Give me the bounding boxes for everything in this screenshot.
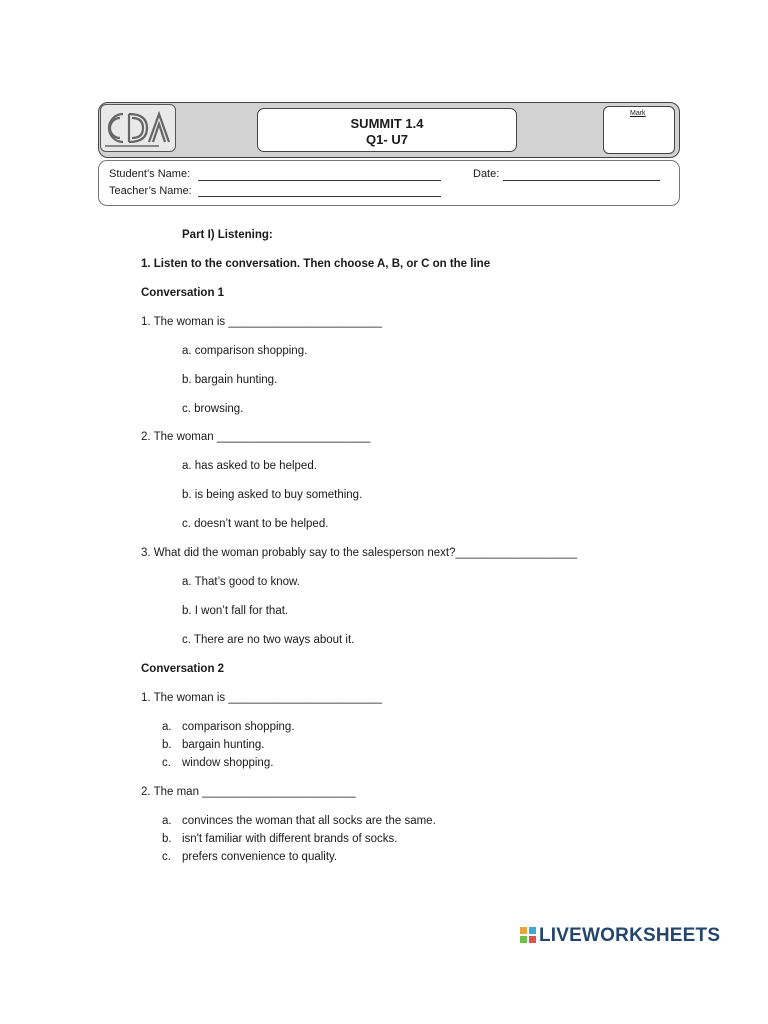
c2-q1-option-b-letter: b. <box>162 739 172 751</box>
c2-question-1: 1. The woman is ________________________ <box>141 692 382 704</box>
c1-question-2: 2. The woman ________________________ <box>141 431 371 443</box>
c1-q1-option-a: a. comparison shopping. <box>182 345 308 357</box>
part-title: Part I) Listening: <box>182 229 273 241</box>
student-info-box <box>98 160 680 206</box>
conversation-2-heading: Conversation 2 <box>141 663 225 675</box>
c1-question-1: 1. The woman is ________________________ <box>141 316 382 328</box>
instruction: 1. Listen to the conversation. Then choose A, B, or C on the line <box>141 258 491 270</box>
c2-q1-option-c: window shopping. <box>182 757 274 769</box>
worksheet-subtitle: Q1- U7 <box>366 132 408 147</box>
c2-q2-option-a: convinces the woman that all socks are the same. <box>182 815 436 827</box>
c2-q2-option-c-letter: c. <box>162 851 171 863</box>
c1-q1-option-b: b. bargain hunting. <box>182 374 278 386</box>
conversation-1-heading: Conversation 1 <box>141 287 225 299</box>
c2-q1-option-a: comparison shopping. <box>182 721 295 733</box>
c1-q2-option-a: a. has asked to be helped. <box>182 460 317 472</box>
c1-q3-option-c: c. There are no two ways about it. <box>182 634 355 646</box>
c1-q3-option-a: a. That’s good to know. <box>182 576 300 588</box>
student-name-label: Student’s Name: <box>109 168 191 180</box>
c2-q2-option-c: prefers convenience to quality. <box>182 851 338 863</box>
school-logo <box>100 104 176 152</box>
student-name-field[interactable] <box>198 180 441 181</box>
c1-q2-option-b: b. is being asked to buy something. <box>182 489 363 501</box>
c2-q2-option-a-letter: a. <box>162 815 172 827</box>
c1-question-3: 3. What did the woman probably say to the salesperson next?___________________ <box>141 547 578 559</box>
c1-q1-option-c: c. browsing. <box>182 403 244 415</box>
c1-q2-option-c: c. doesn’t want to be helped. <box>182 518 329 530</box>
c1-q3-option-b: b. I won’t fall for that. <box>182 605 289 617</box>
date-field[interactable] <box>503 180 660 181</box>
mark-label: Mark <box>630 110 646 117</box>
c2-q1-option-c-letter: c. <box>162 757 171 769</box>
date-label: Date: <box>473 168 500 180</box>
c2-q1-option-b: bargain hunting. <box>182 739 265 751</box>
teacher-name-label: Teacher’s Name: <box>109 185 192 197</box>
liveworksheets-logo-icon <box>520 927 536 943</box>
liveworksheets-brand[interactable]: LIVEWORKSHEETS <box>539 925 721 946</box>
c2-q2-option-b-letter: b. <box>162 833 172 845</box>
c2-question-2: 2. The man ________________________ <box>141 786 356 798</box>
c2-q1-option-a-letter: a. <box>162 721 172 733</box>
c2-q2-option-b: isn't familiar with different brands of socks. <box>182 833 398 845</box>
worksheet-title: SUMMIT 1.4 <box>350 116 424 131</box>
mark-box[interactable] <box>603 106 675 154</box>
teacher-name-field[interactable] <box>198 196 441 197</box>
title-box <box>257 108 517 152</box>
